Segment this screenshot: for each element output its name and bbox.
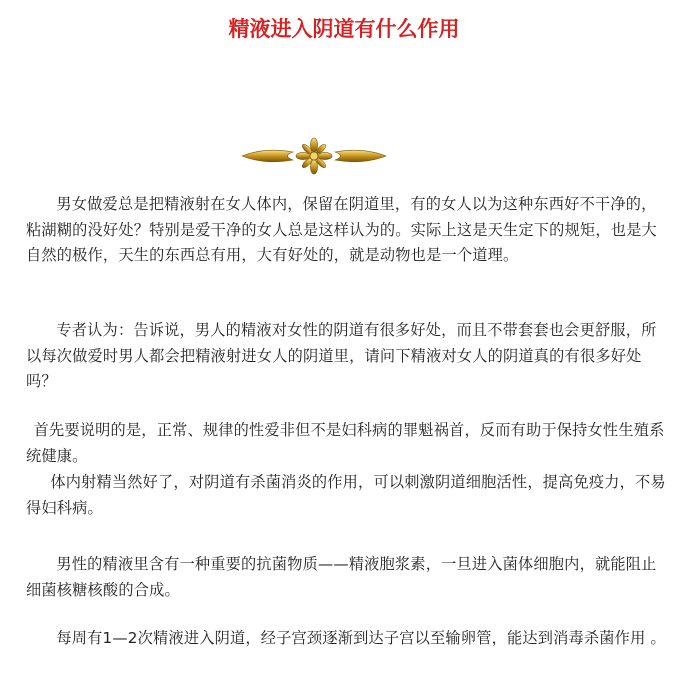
paragraph-internal-ejaculation: 体内射精当然好了，对阴道有杀菌消炎的作用，可以刺激阴道细胞活性，提高免疫力，不易得妇科病。 xyxy=(26,473,666,517)
paragraph-antibacterial: 男性的精液里含有一种重要的抗菌物质——精液胞浆素，一旦进入菌体细胞内，就能阻止细菌核糖核酸的合成。 xyxy=(26,555,657,599)
paragraph-first-point: 首先要说明的是，正常、规律的性爱非但不是妇科病的罪魁祸首，反而有助于保持女性生殖系统健康。 xyxy=(26,421,665,465)
article-title: 精液进入阴道有什么作用 xyxy=(228,16,460,41)
paragraph-frequency: 每周有1—2次精液进入阴道，经子宫颈逐渐到达子宫以至输卵管，能达到消毒杀菌作用 。 xyxy=(56,629,666,647)
paragraph-intro: 男女做爱总是把精液射在女人体内，保留在阴道里，有的女人以为这种东西好不干净的，粘湖糊的没好处？特别是爱干净的女人总是这样认为的。实际上这是天生定下的规矩，也是大自然的极作，天生的东西总有用，大有好处的，就是动物也是一个道理。 xyxy=(26,195,657,264)
gold-flourish-icon xyxy=(180,136,448,176)
paragraph-expert-view: 专者认为：告诉说，男人的精液对女性的阴道有很多好处，而且不带套套也会更舒服，所以每次做爱时男人都会把精液射进女人的阴道里，请问下精液对女人的阴道真的有很多好处吗？ xyxy=(26,321,657,390)
